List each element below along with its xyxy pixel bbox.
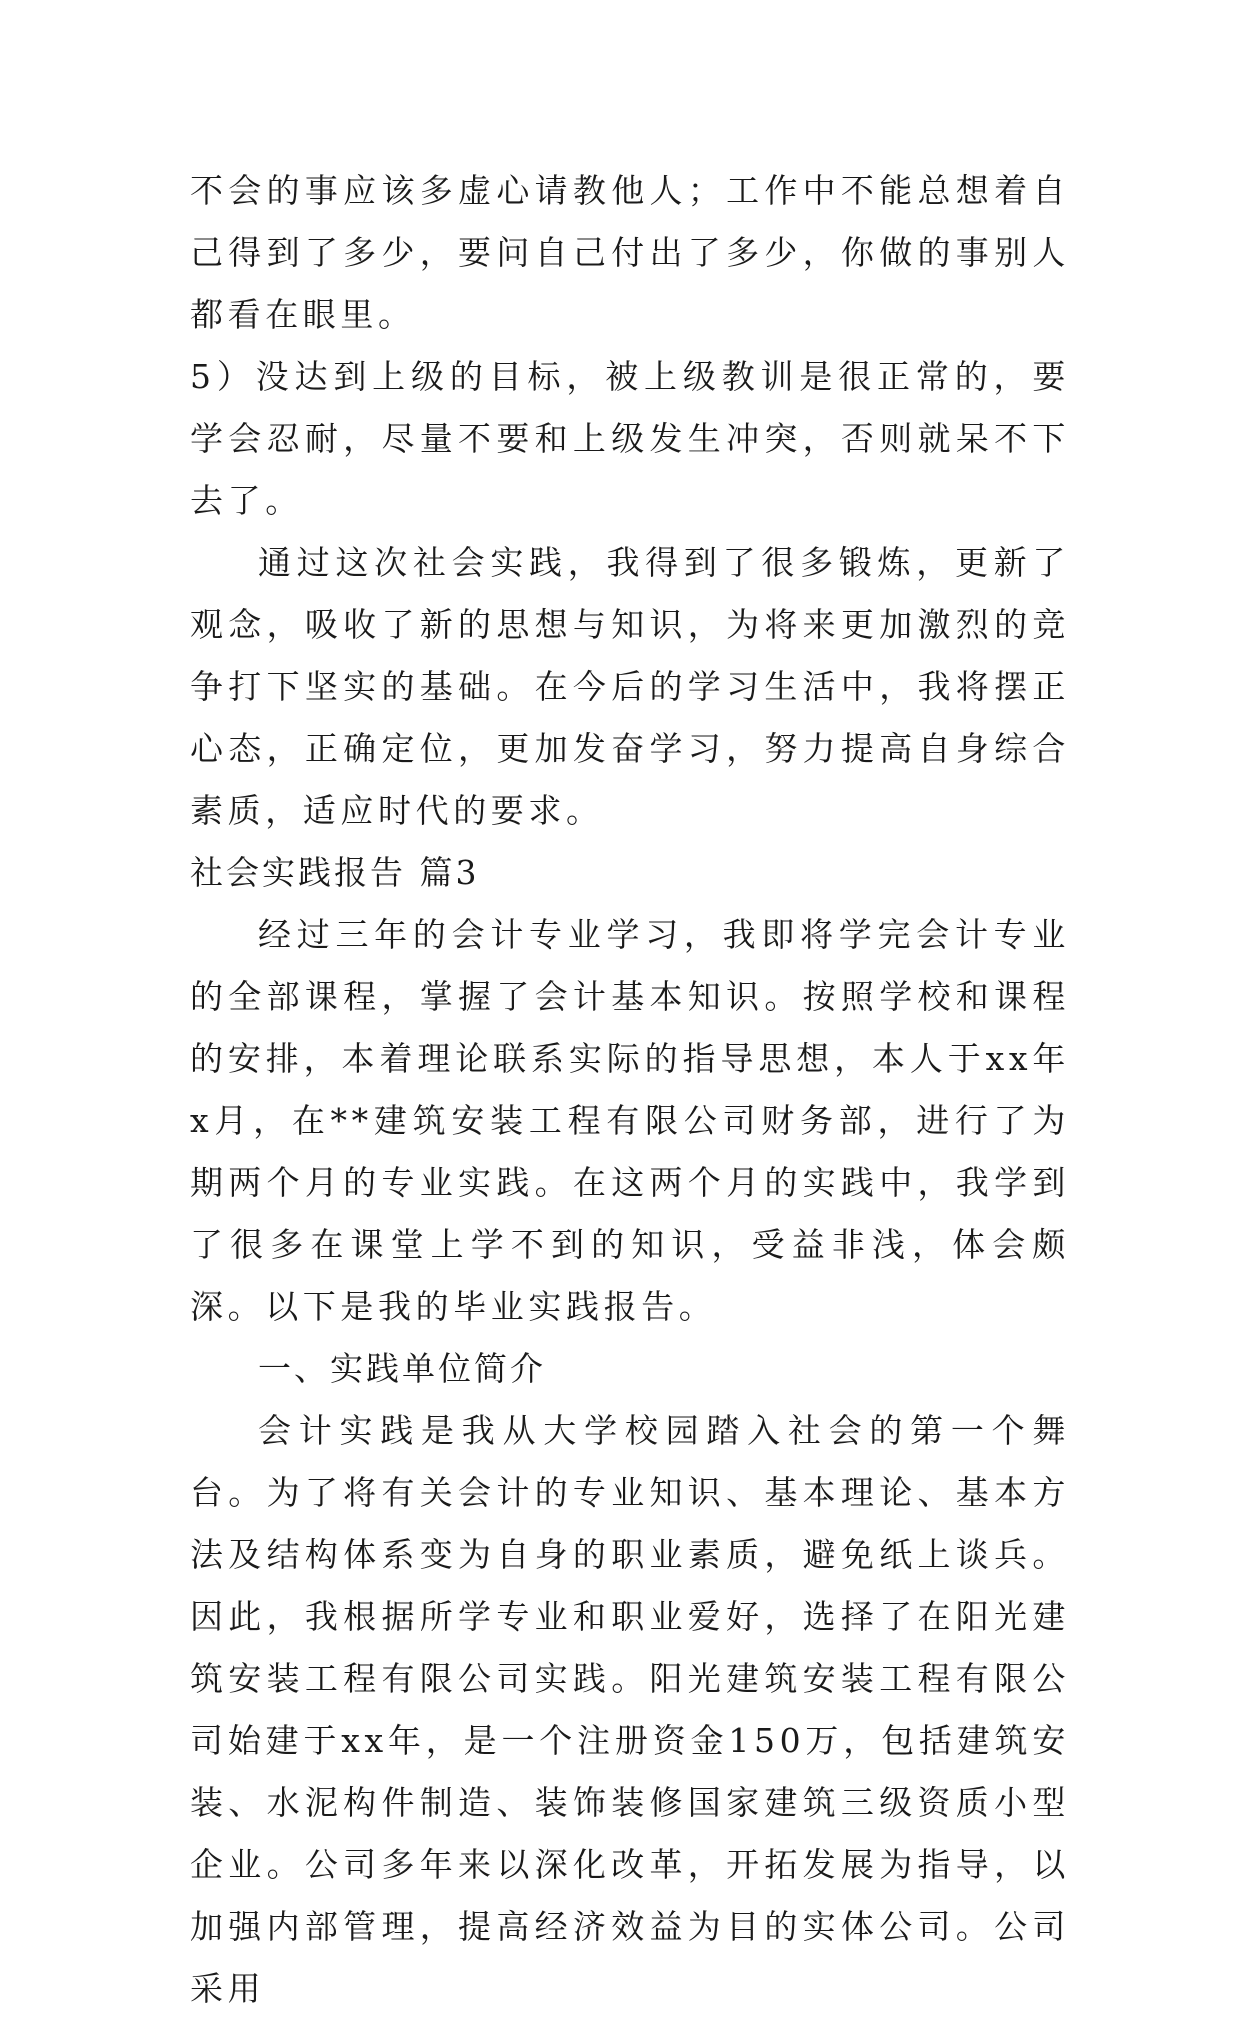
paragraph-advice-continued: 不会的事应该多虚心请教他人；工作中不能总想着自己得到了多少，要问自己付出了多少，你做的事别人都看在眼里。 xyxy=(190,171,1070,334)
section-title: 社会实践报告 篇3 xyxy=(190,853,480,892)
document-body xyxy=(190,160,1070,2020)
paragraph-point-5: 5）没达到上级的目标，被上级教训是很正常的，要学会忍耐，尽量不要和上级发生冲突，否则就呆不下去了。 xyxy=(190,357,1070,520)
paragraph-company-profile: 会计实践是我从大学校园踏入社会的第一个舞台。为了将有关会计的专业知识、基本理论、基本方法及结构体系变为自身的职业素质，避免纸上谈兵。因此，我根据所学专业和职业爱好，选择了在阳光建筑安装工程有限公司实践。阳光建筑安装工程有限公司始建于xx年，是一个注册资金150万，包括建筑安装、水泥构件制造、装饰装修国家建筑三级资质小型企业。公司多年来以深化改革，开拓发展为指导，以加强内部管理，提高经济效益为目的实体公司。公司采用 xyxy=(190,1411,1070,2008)
subsection-title: 一、实践单位简介 xyxy=(258,1349,546,1388)
paragraph-introduction: 经过三年的会计专业学习，我即将学完会计专业的全部课程，掌握了会计基本知识。按照学校和课程的安排，本着理论联系实际的指导思想，本人于xx年x月，在**建筑安装工程有限公司财务部，进行了为期两个月的专业实践。在这两个月的实践中，我学到了很多在课堂上学不到的知识，受益非浅，体会颇深。以下是我的毕业实践报告。 xyxy=(190,915,1070,1326)
paragraph-conclusion: 通过这次社会实践，我得到了很多锻炼，更新了观念，吸收了新的思想与知识，为将来更加激烈的竞争打下坚实的基础。在今后的学习生活中，我将摆正心态，正确定位，更加发奋学习，努力提高自身综合素质，适应时代的要求。 xyxy=(190,543,1070,830)
